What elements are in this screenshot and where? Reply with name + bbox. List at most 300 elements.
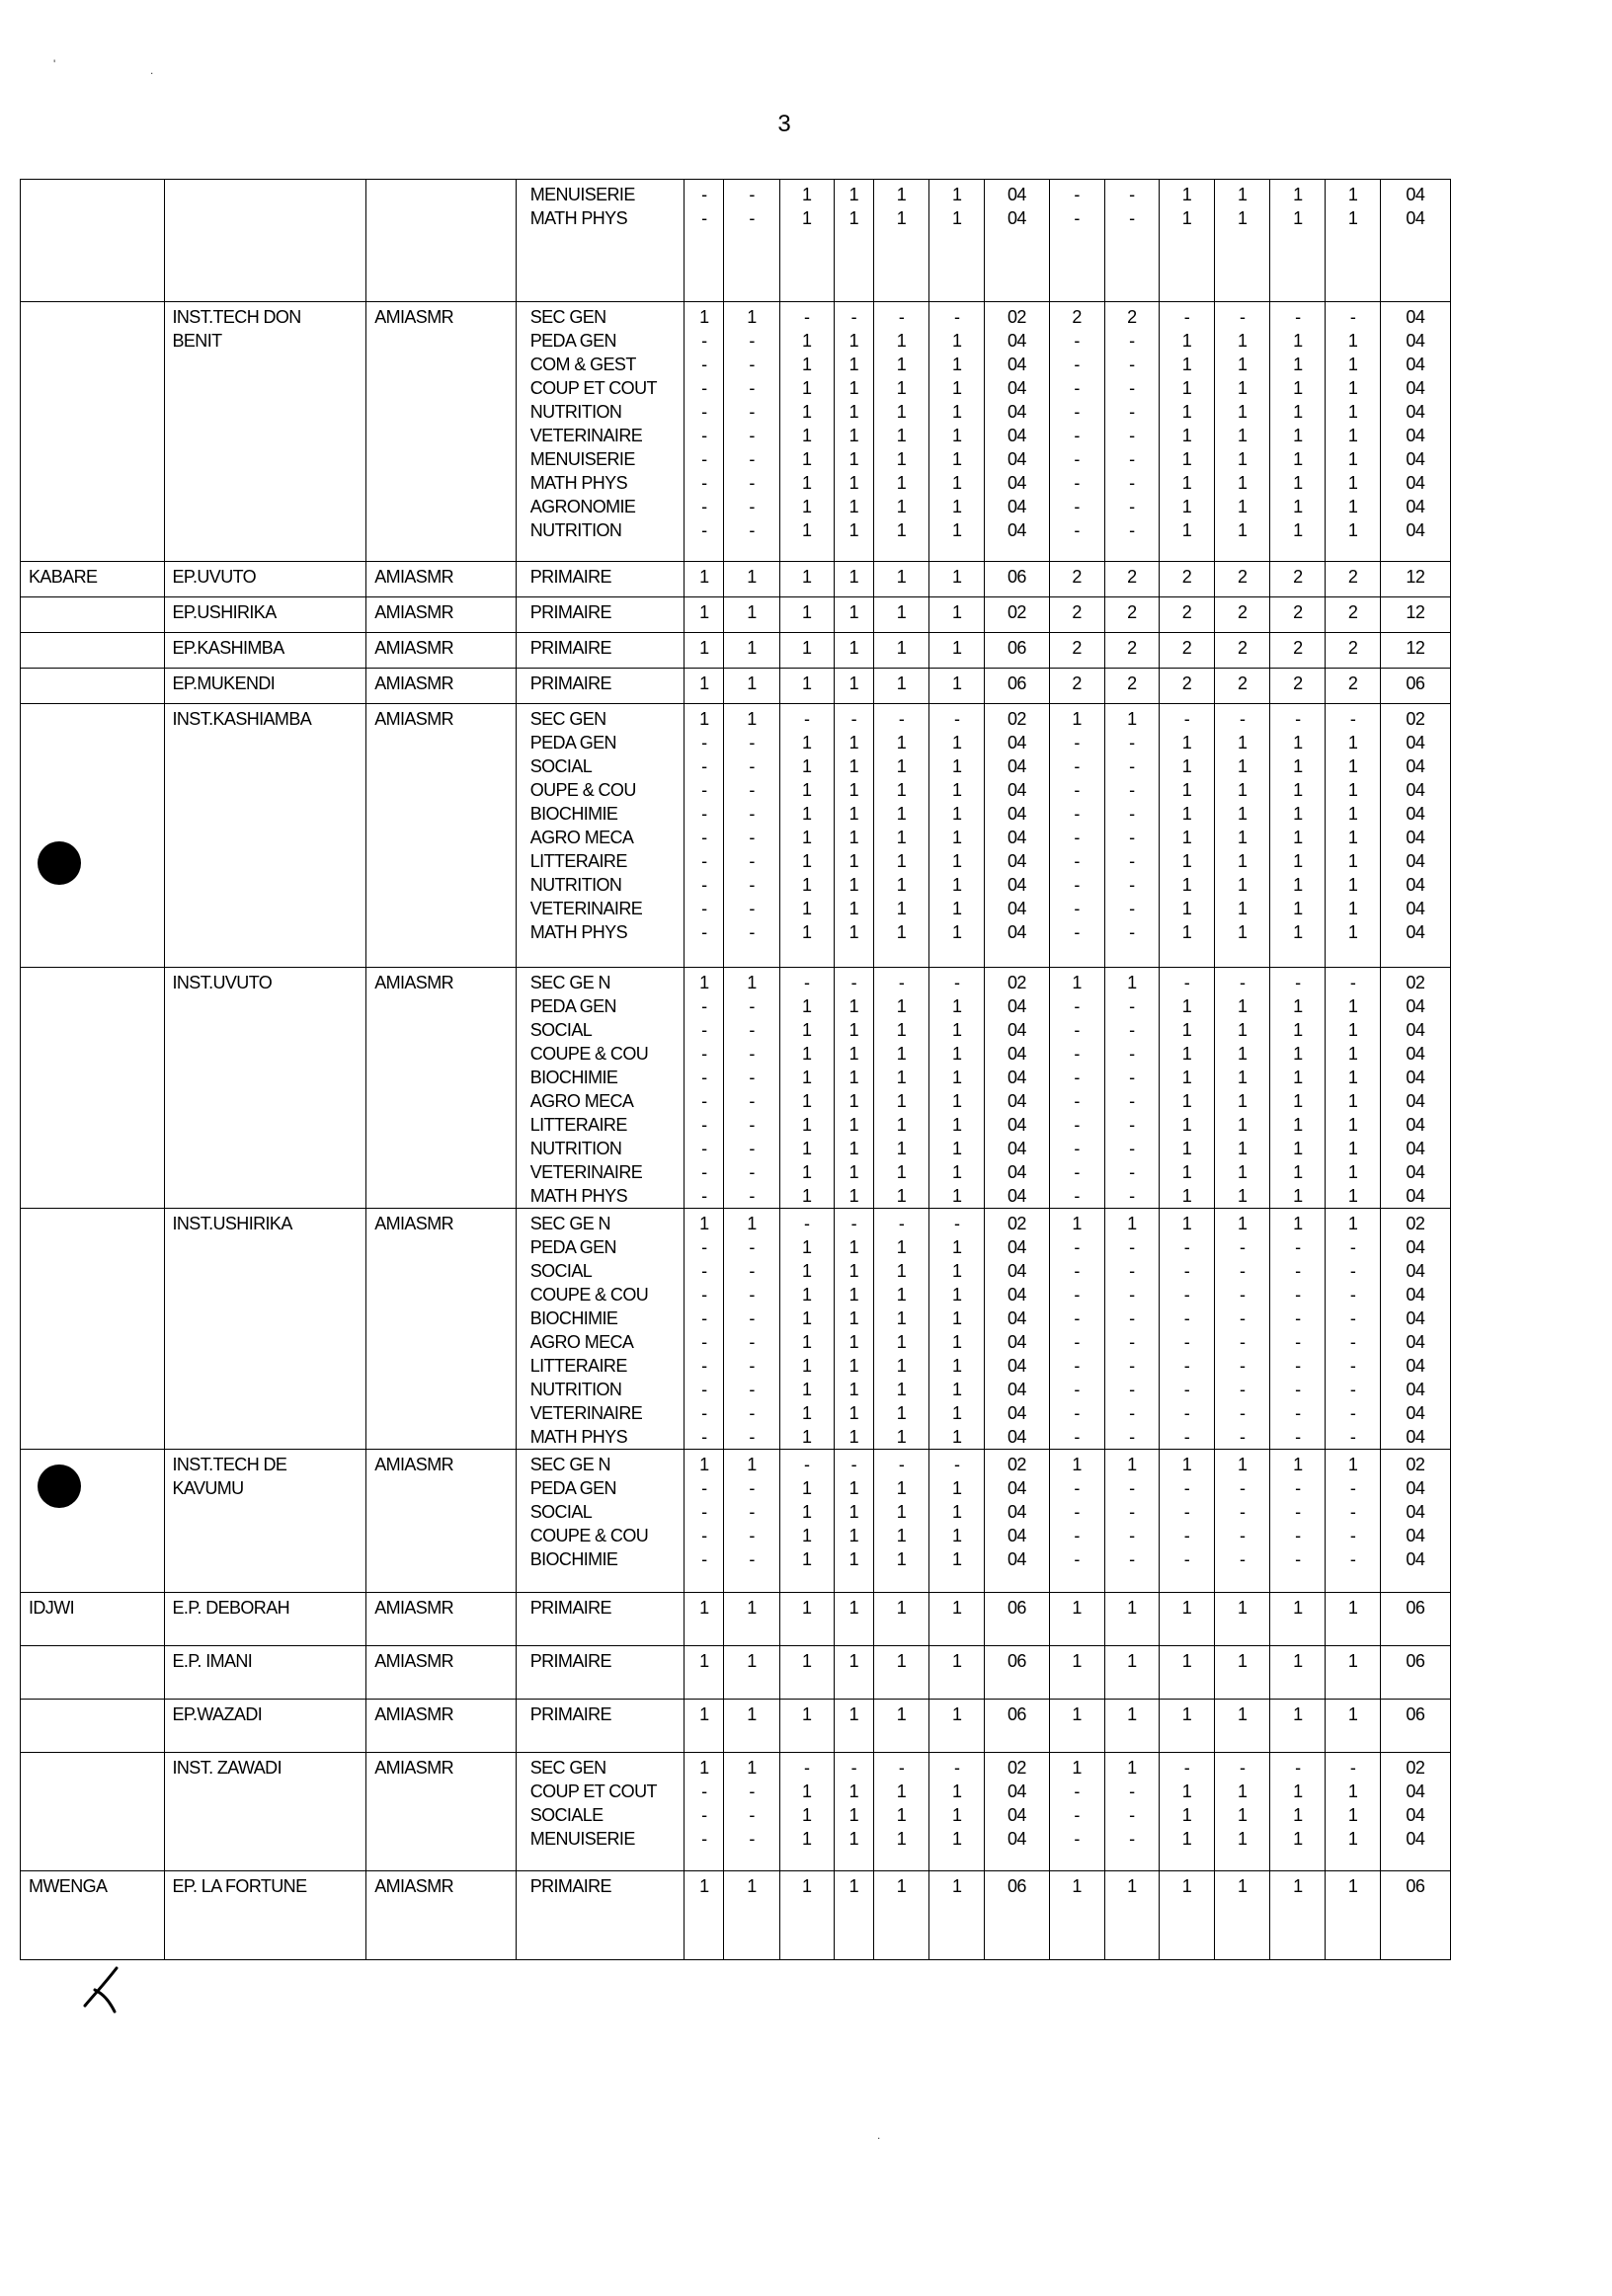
count-cell [1104,597,1159,633]
count-value: 1 [1127,1651,1137,1671]
territory-cell [21,1753,165,1871]
count-value: - [1074,1427,1080,1447]
count-cell [1159,1646,1214,1700]
table-row [21,597,1451,633]
count-cell [1270,562,1326,597]
count-value: 1 [896,1876,907,1896]
count-value: 1 [951,520,962,540]
count-value: - [701,378,707,398]
count-value: - [1074,1403,1080,1423]
count-value: - [1295,1308,1301,1328]
count-value: - [804,307,810,327]
count-value: 1 [699,567,709,587]
count-value: 1 [1237,426,1248,445]
territory-label [21,1753,164,1756]
table-row [21,180,1451,302]
section-label: VETERINAIRE [529,1403,643,1423]
count-value: - [749,208,755,228]
count-cell [685,1209,724,1450]
count-value: 04 [1406,996,1425,1016]
count-value: - [749,1237,755,1257]
count-cell [1326,1209,1380,1450]
count-value: 1 [699,1758,709,1778]
count-value: 1 [1237,208,1248,228]
count-value: 1 [1127,709,1137,729]
count-value: 1 [896,402,907,422]
count-value: 1 [896,1403,907,1423]
count-value: 1 [848,185,859,204]
section-label: PEDA GEN [529,996,616,1016]
count-value: 02 [1406,1455,1425,1474]
count-value: - [1074,996,1080,1016]
count-cell [834,1753,873,1871]
count-value: 1 [801,1502,812,1522]
territory-cell [21,669,165,704]
count-value: - [1295,1478,1301,1498]
count-value: 1 [1181,355,1192,374]
count-value: - [701,331,707,351]
count-value: 1 [848,1526,859,1545]
count-value: 1 [1181,1162,1192,1182]
count-value: 1 [896,1139,907,1158]
count-value: - [1074,355,1080,374]
count-value: - [701,1091,707,1111]
count-value: - [749,378,755,398]
count-value: 1 [1181,497,1192,516]
count-value: - [954,307,960,327]
count-value: 1 [1293,185,1303,204]
table-row [21,1209,1451,1450]
count-cell [985,1450,1049,1593]
count-value: - [749,331,755,351]
section-label: COUP ET COUT [529,378,657,398]
count-value: - [1295,307,1301,327]
count-value: 2 [1181,673,1192,693]
count-cell [834,180,873,302]
count-value: 1 [699,602,709,622]
count-value: 02 [1406,1758,1425,1778]
count-value: 1 [1181,828,1192,847]
count-value: - [1074,1380,1080,1399]
count-value: 1 [1347,1455,1358,1474]
count-value: - [1074,1186,1080,1206]
count-value: - [701,1403,707,1423]
count-cell [929,180,985,302]
territory-cell [21,1593,165,1646]
organisation-cell [366,1700,517,1753]
territory-cell [21,1700,165,1753]
count-value: 1 [896,733,907,752]
school-label: INST.TECH DE KAVUMU [172,1455,287,1498]
count-value: 1 [1293,1020,1303,1040]
count-value: 2 [1181,567,1192,587]
count-value: 1 [896,1162,907,1182]
count-value: - [1074,1502,1080,1522]
count-value: - [898,307,905,327]
count-value: 2 [1072,307,1082,327]
count-cell [834,704,873,968]
count-value: 1 [1237,473,1248,493]
count-value: 1 [1237,1805,1248,1825]
count-value: 06 [1007,1704,1026,1724]
count-value: - [954,1455,960,1474]
count-value: - [1239,1526,1246,1545]
count-value: 1 [896,1237,907,1257]
count-cell [724,1700,779,1753]
count-cell [1326,1646,1380,1700]
count-value: - [1349,1478,1356,1498]
section-cell [516,1700,685,1753]
count-cell [779,597,834,633]
count-cell [1270,597,1326,633]
section-label: BIOCHIMIE [529,1549,618,1569]
count-value: 1 [747,1651,757,1671]
territory-label: IDJWI [29,1598,74,1618]
count-cell [873,1450,928,1593]
count-cell [1380,1593,1450,1646]
count-value: - [1183,1403,1190,1423]
count-value: 1 [896,1285,907,1305]
count-value: - [1239,709,1246,729]
count-cell [929,302,985,562]
count-value: - [1295,1526,1301,1545]
count-value: - [1129,520,1135,540]
count-value: 1 [801,1549,812,1569]
count-cell [724,669,779,704]
school-cell [164,1593,366,1646]
count-value: 1 [1237,497,1248,516]
count-value: 04 [1406,1139,1425,1158]
count-cell [1215,1753,1270,1871]
count-value: 04 [1007,1829,1026,1849]
count-value: - [1129,497,1135,516]
count-cell [1326,968,1380,1209]
count-value: - [1239,1261,1246,1281]
count-cell [724,597,779,633]
count-value: 1 [1293,851,1303,871]
count-cell [985,1593,1049,1646]
count-value: 1 [801,1876,812,1896]
count-value: - [850,1214,857,1233]
section-label: AGRO MECA [529,828,634,847]
count-cell [724,1450,779,1593]
count-value: 04 [1007,1237,1026,1257]
count-cell [1215,669,1270,704]
count-value: 1 [1237,185,1248,204]
section-label: SOCIAL [529,1502,593,1522]
count-cell [1159,1593,1214,1646]
count-value: 1 [951,449,962,469]
count-value: 1 [801,1704,812,1724]
count-value: - [1074,1356,1080,1376]
count-value: 1 [896,1526,907,1545]
count-cell [1049,1753,1104,1871]
count-value: 1 [896,875,907,895]
count-value: 1 [951,922,962,942]
count-cell [1159,669,1214,704]
count-value: - [1129,1427,1135,1447]
count-value: 1 [1072,1876,1082,1896]
count-value: 1 [801,996,812,1016]
count-value: 1 [848,828,859,847]
count-value: 1 [848,355,859,374]
count-value: - [1295,1332,1301,1352]
school-cell [164,597,366,633]
count-value: 1 [1293,1651,1303,1671]
count-value: 02 [1007,709,1026,729]
count-value: - [898,1214,905,1233]
organisation-cell [366,704,517,968]
count-value: 1 [848,1308,859,1328]
count-value: 04 [1007,1115,1026,1135]
count-cell [1215,1450,1270,1593]
section-label: PRIMAIRE [529,638,611,658]
count-value: 1 [1072,1214,1082,1233]
count-value: 1 [1347,1091,1358,1111]
count-value: 1 [1181,996,1192,1016]
count-value: 04 [1007,473,1026,493]
count-cell [873,669,928,704]
count-value: 1 [848,1356,859,1376]
count-value: 1 [747,1876,757,1896]
count-value: - [1183,1758,1190,1778]
count-cell [834,1450,873,1593]
count-value: - [1239,1356,1246,1376]
territory-cell [21,1209,165,1450]
section-label: COUPE & COU [529,1526,649,1545]
count-value: - [1129,875,1135,895]
count-value: 04 [1007,426,1026,445]
section-label: COUPE & COU [529,1285,649,1305]
count-value: - [749,185,755,204]
territory-cell [21,597,165,633]
count-value: 04 [1406,1332,1425,1352]
count-value: 1 [848,1478,859,1498]
school-label: E.P. IMANI [172,1651,253,1671]
table-row [21,1871,1451,1960]
count-value: 1 [848,1091,859,1111]
count-value: 1 [1127,1598,1137,1618]
count-value: 04 [1406,402,1425,422]
count-value: - [749,355,755,374]
count-cell [1215,1646,1270,1700]
count-cell [929,1209,985,1450]
count-value: 1 [896,1044,907,1064]
count-value: 1 [801,1068,812,1087]
section-label: SEC GE N [529,1214,610,1233]
count-cell [985,669,1049,704]
count-value: - [749,449,755,469]
count-value: 04 [1406,1805,1425,1825]
count-value: - [701,426,707,445]
count-value: - [701,1380,707,1399]
count-cell [929,1753,985,1871]
section-label: MATH PHYS [529,473,627,493]
count-cell [929,1646,985,1700]
count-value: 1 [801,185,812,204]
count-value: - [898,709,905,729]
count-value: 06 [1007,638,1026,658]
count-value: 04 [1406,1162,1425,1182]
count-value: - [1129,1526,1135,1545]
count-value: 1 [1293,1598,1303,1618]
count-value: - [804,709,810,729]
count-cell [985,968,1049,1209]
count-value: 04 [1406,520,1425,540]
count-value: 1 [951,851,962,871]
count-value: - [701,804,707,824]
count-value: 1 [1347,756,1358,776]
section-cell [516,302,685,562]
count-cell [1380,597,1450,633]
count-value: 04 [1007,780,1026,800]
count-value: - [1295,1502,1301,1522]
school-label: INST.UVUTO [172,973,273,992]
territory-label [21,968,164,971]
organisation-cell [366,1593,517,1646]
count-value: 1 [848,378,859,398]
count-value: - [1074,1308,1080,1328]
count-value: 1 [848,567,859,587]
section-label: PRIMAIRE [529,567,611,587]
count-value: - [749,922,755,942]
count-cell [834,1593,873,1646]
count-value: - [749,996,755,1016]
count-cell [1104,180,1159,302]
count-value: 1 [1347,520,1358,540]
count-value: 1 [1347,922,1358,942]
count-value: - [701,1502,707,1522]
count-cell [834,1209,873,1450]
count-value: 1 [1347,1162,1358,1182]
school-label: EP.KASHIMBA [172,638,284,658]
count-value: 1 [1181,426,1192,445]
count-cell [985,704,1049,968]
count-value: 1 [1181,1805,1192,1825]
count-value: 12 [1406,567,1425,587]
count-value: 1 [848,996,859,1016]
school-cell [164,704,366,968]
count-value: 1 [848,1162,859,1182]
count-cell [1049,180,1104,302]
section-cell [516,562,685,597]
count-value: - [749,1044,755,1064]
school-cell [164,1871,366,1960]
count-value: - [701,449,707,469]
count-value: 04 [1406,1115,1425,1135]
section-label: VETERINAIRE [529,899,643,918]
count-value: - [804,973,810,992]
count-value: - [1074,804,1080,824]
count-value: - [1239,1332,1246,1352]
count-value: 1 [896,1332,907,1352]
count-value: - [749,875,755,895]
count-value: 04 [1007,1091,1026,1111]
table-row [21,1700,1451,1753]
section-label: AGRO MECA [529,1091,634,1111]
count-value: 1 [848,733,859,752]
count-value: 1 [1181,1455,1192,1474]
count-value: 1 [896,1380,907,1399]
count-value: 1 [1347,1781,1358,1801]
count-value: 1 [1293,1115,1303,1135]
school-cell [164,1450,366,1593]
count-value: 1 [896,804,907,824]
count-value: - [749,1829,755,1849]
section-cell [516,1450,685,1593]
count-cell [724,1871,779,1960]
count-value: 1 [896,1598,907,1618]
count-value: - [701,497,707,516]
count-value: - [701,828,707,847]
count-value: 1 [1181,1829,1192,1849]
organisation-cell [366,968,517,1209]
count-value: - [701,1805,707,1825]
count-value: 04 [1007,1068,1026,1087]
territory-cell [21,1450,165,1593]
count-value: 1 [1293,733,1303,752]
count-value: - [1074,1332,1080,1352]
count-value: 04 [1406,1403,1425,1423]
count-value: 04 [1406,208,1425,228]
count-value: 04 [1406,875,1425,895]
count-value: - [1129,1805,1135,1825]
count-value: - [1129,828,1135,847]
school-label: EP.USHIRIKA [172,602,277,622]
count-cell [834,633,873,669]
count-value: 1 [801,1829,812,1849]
count-value: - [1129,331,1135,351]
count-cell [985,562,1049,597]
count-value: 1 [1237,331,1248,351]
count-value: 1 [848,1829,859,1849]
count-value: 1 [896,851,907,871]
count-value: - [1349,1380,1356,1399]
count-value: - [1074,331,1080,351]
count-value: - [749,1020,755,1040]
section-cell [516,669,685,704]
section-label: MENUISERIE [529,185,635,204]
count-value: - [1349,1308,1356,1328]
count-cell [1215,1209,1270,1450]
section-label: MENUISERIE [529,449,635,469]
count-cell [1270,704,1326,968]
count-value: - [1074,1829,1080,1849]
count-value: - [1129,780,1135,800]
count-value: - [1074,899,1080,918]
section-label: NUTRITION [529,402,622,422]
count-value: - [850,1758,857,1778]
count-value: 1 [1347,1139,1358,1158]
count-cell [1159,1209,1214,1450]
section-label: SOCIAL [529,756,593,776]
count-cell [873,1753,928,1871]
count-value: 1 [848,1186,859,1206]
count-value: - [749,804,755,824]
count-value: - [701,185,707,204]
count-value: - [1129,378,1135,398]
count-value: - [1129,851,1135,871]
count-cell [1270,633,1326,669]
count-value: - [954,1214,960,1233]
count-value: 1 [951,780,962,800]
count-value: 1 [1127,1704,1137,1724]
section-cell [516,633,685,669]
count-value: 02 [1007,973,1026,992]
count-value: 1 [1181,208,1192,228]
count-cell [1159,968,1214,1209]
count-cell [1159,1871,1214,1960]
